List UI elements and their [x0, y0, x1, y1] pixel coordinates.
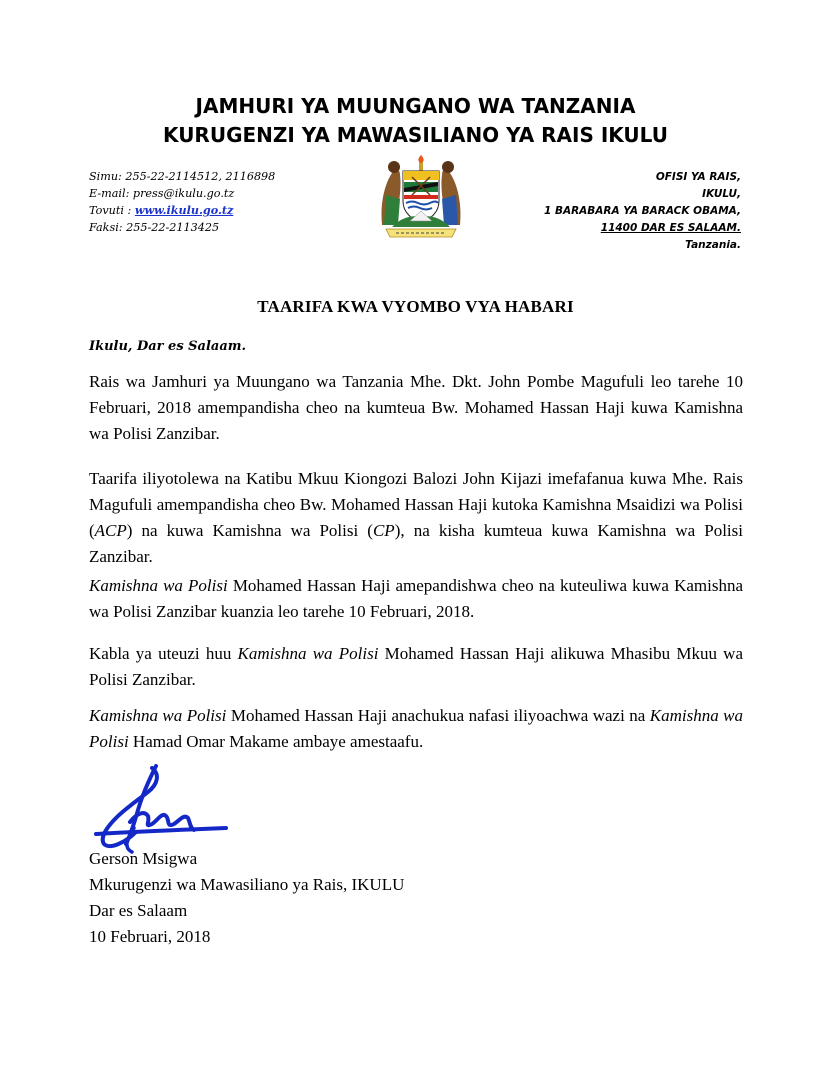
signatory-name: Gerson Msigwa [89, 849, 198, 868]
website-link[interactable]: www.ikulu.go.tz [134, 203, 234, 217]
p2-text-e: ), na kisha kumteua kuwa Kamishna wa Polisi Zanzibar. [89, 521, 743, 566]
p4-text-a: Kabla ya uteuzi huu [89, 644, 238, 663]
place-line: Ikulu, Dar es Salaam. [89, 339, 247, 354]
paragraph-5 [89, 703, 743, 755]
p3-rank: Kamishna wa Polisi [89, 576, 228, 595]
signoff-block [89, 846, 404, 950]
website-label: Tovuti : [89, 204, 135, 217]
header-line-1: JAMHURI YA MUUNGANO WA TANZANIA [195, 94, 636, 118]
coat-of-arms-icon [372, 155, 470, 241]
signatory-title: Mkurugenzi wa Mawasiliano ya Rais, IKULU [89, 875, 405, 894]
document-title: TAARIFA KWA VYOMBO VYA HABARI [257, 297, 574, 316]
address-line-4 [544, 220, 741, 237]
postal-city: 11400 DAR ES SALAAM. [600, 222, 741, 234]
p2-acp: ACP [94, 521, 127, 540]
signoff-date: 10 Februari, 2018 [89, 927, 211, 946]
p5-text-b: Mohamed Hassan Haji anachukua nafasi iliyoachwa wazi na [226, 706, 650, 725]
fax-line: Faksi: 255-22-2113425 [89, 221, 220, 234]
p3-text: Mohamed Hassan Haji amepandishwa cheo na kuteuliwa kuwa Kamishna wa Polisi Zanzibar kuanzia leo tarehe 10 Februari, 2018. [89, 576, 743, 621]
address-line-3: 1 BARABARA YA BARACK OBAMA, [543, 205, 741, 217]
paragraph-4 [89, 641, 743, 693]
contact-block [89, 168, 275, 236]
signoff-city: Dar es Salaam [89, 901, 188, 920]
p5-text-d: Hamad Omar Makame ambaye amestaafu. [128, 732, 424, 751]
address-line-2: IKULU, [702, 188, 741, 200]
paragraph-1: Rais wa Jamhuri ya Muungano wa Tanzania Mhe. Dkt. John Pombe Magufuli leo tarehe 10 Februari, 2018 amempandisha cheo na kumteua Bw. Mohamed Hassan Haji kuwa Kamishna wa Polisi Zanzibar. [89, 372, 743, 443]
address-block [544, 169, 741, 254]
header-line-2: KURUGENZI YA MAWASILIANO YA RAIS IKULU [163, 123, 668, 147]
p5-rank-2: Kamishna wa Polisi [89, 706, 743, 751]
paragraph-2 [89, 466, 743, 570]
phone-line: Simu: 255-22-2114512, 2116898 [89, 170, 276, 183]
p2-cp: CP [372, 521, 395, 540]
p4-rank: Kamishna wa Polisi [237, 644, 379, 663]
signature-icon [86, 762, 231, 857]
p4-text-c: Mohamed Hassan Haji alikuwa Mhasibu Mkuu wa Polisi Zanzibar. [89, 644, 743, 689]
address-line-1: OFISI YA RAIS, [655, 171, 741, 183]
p5-rank-1: Kamishna wa Polisi [89, 706, 227, 725]
p2-text-a: Taarifa iliyotolewa na Katibu Mkuu Kiongozi Balozi John Kijazi imefafanua kuwa Mhe. Rais Magufuli amempandisha cheo Bw. Mohamed Hassan Haji kutoka Kamishna Msaidizi wa Polisi ( [89, 469, 743, 540]
paragraph-3 [89, 573, 743, 625]
p2-text-c: ) na kuwa Kamishna wa Polisi ( [126, 521, 373, 540]
address-line-5: Tanzania. [685, 239, 741, 251]
email-line: E-mail: press@ikulu.go.tz [89, 187, 235, 200]
website-line [89, 202, 275, 219]
